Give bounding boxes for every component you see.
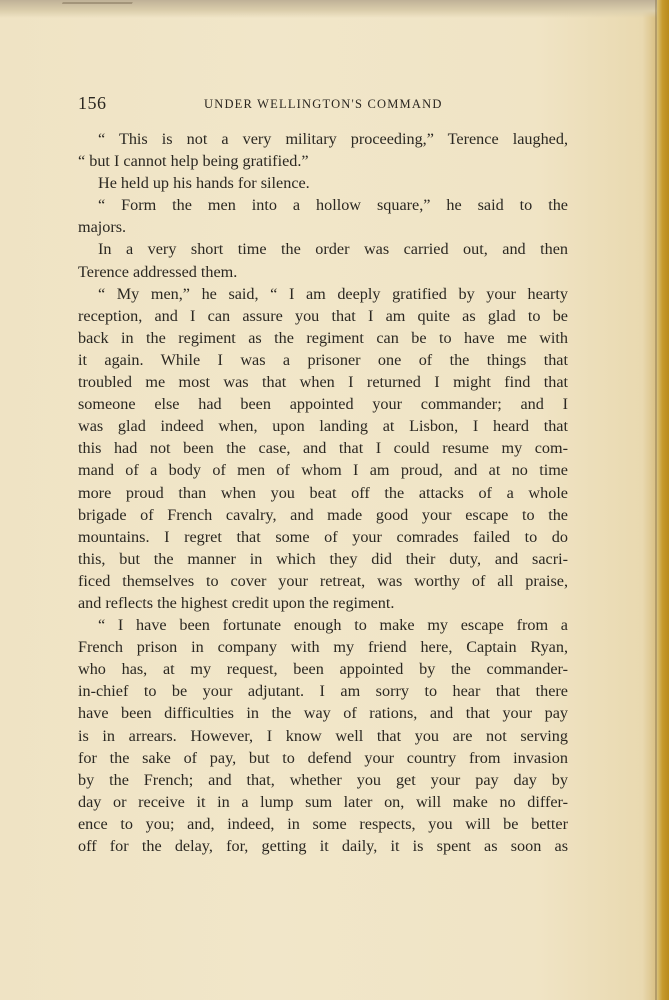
text-line: back in the regiment as the regiment can be to have me with [78,328,568,347]
text-line: and reflects the highest credit upon the regiment. [78,593,395,612]
text-line: is in arrears. However, I know well that you are not serving [78,726,568,745]
body-text [78,128,568,857]
text-line: by the French; and that, whether you get your pay day by [78,770,568,789]
text-line: someone else had been appointed your commander; and I [78,395,568,414]
text-line: more proud than when you beat off the attacks of a whole [78,483,568,502]
text-line: ficed themselves to cover your retreat, was worthy of all praise, [78,571,568,590]
text-line: was glad indeed when, upon landing at Lisbon, I heard that [78,417,568,436]
text-line: in-chief to be your adjutant. I am sorry to hear that there [78,682,568,701]
text-line: for the sake of pay, but to defend your country from invasion [78,748,568,767]
text-line: “ Form the men into a hollow square,” he said to the [98,196,568,215]
page-fold-mark [57,2,133,14]
text-line: “ This is not a very military proceeding,” Terence laughed, [98,130,568,148]
text-line: brigade of French cavalry, and made good your escape to the [78,505,568,524]
text-line: majors. [78,218,127,237]
text-line: day or receive it in a lump sum later on, will make no differ- [78,792,568,811]
text-line: who has, at my request, been appointed by the commander- [78,660,568,679]
text-line: mountains. I regret that some of your comrades failed to do [78,527,568,546]
text-line: troubled me most was that when I returned I might find that [78,373,568,392]
text-line: reception, and I can assure you that I am quite as glad to be [78,306,568,325]
text-line: mand of a body of men of whom I am proud, and at no time [78,461,568,480]
running-title: UNDER WELLINGTON'S COMMAND [204,97,443,111]
text-line: this had not been the case, and that I could resume my com- [78,439,568,458]
text-line: “ My men,” he said, “ I am deeply gratified by your hearty [98,284,568,303]
text-line: “ but I cannot help being gratified.” [78,152,309,171]
text-line: ence to you; and, indeed, in some respects, you will be better [78,814,568,833]
page-number: 156 [78,93,107,113]
text-line: it again. While I was a prisoner one of the things that [78,350,568,369]
text-line: French prison in company with my friend here, Captain Ryan, [78,638,568,657]
page-header [78,93,578,113]
gilt-page-edge [657,0,669,1000]
text-line: off for the delay, for, getting it daily, it is spent as soon as [78,837,568,855]
text-line: have been difficulties in the way of rations, and that your pay [78,704,568,723]
text-line: He held up his hands for silence. [98,174,310,193]
text-line: Terence addressed them. [78,262,238,281]
text-line: this, but the manner in which they did their duty, and sacri- [78,549,568,568]
text-line: “ I have been fortunate enough to make my escape from a [98,616,568,635]
text-line: In a very short time the order was carried out, and then [98,240,568,259]
